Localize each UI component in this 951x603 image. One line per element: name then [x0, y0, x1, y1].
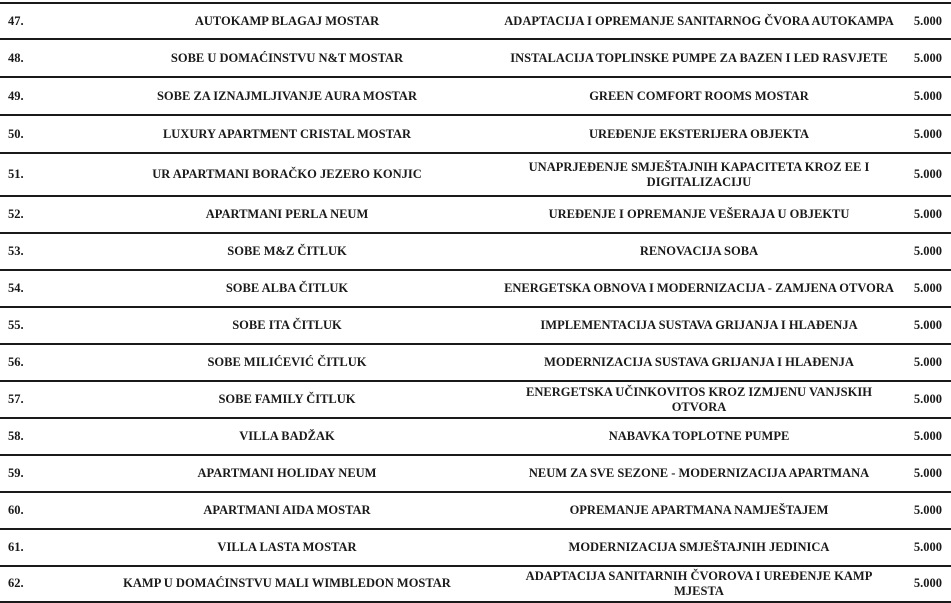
row-number: 54. — [8, 281, 24, 296]
table-row — [0, 529, 951, 566]
applicant-name: SOBE ZA IZNAJMLJIVANJE AURA MOSTAR — [156, 88, 417, 103]
grant-amount: 5.000 — [913, 355, 942, 370]
table-row — [0, 381, 951, 418]
table-row — [0, 196, 951, 233]
row-number: 61. — [8, 540, 24, 555]
grant-amount: 5.000 — [913, 318, 942, 333]
table-row — [0, 270, 951, 307]
grant-amount: 5.000 — [913, 126, 942, 141]
applicant-name: AUTOKAMP BLAGAJ MOSTAR — [194, 13, 380, 28]
grant-amount: 5.000 — [913, 281, 942, 296]
project-title: MODERNIZACIJA SMJEŠTAJNIH JEDINICA — [568, 540, 830, 555]
table-row — [0, 77, 951, 115]
row-number: 52. — [8, 207, 24, 222]
row-number: 50. — [8, 126, 24, 141]
grant-amount: 5.000 — [913, 466, 942, 481]
grant-amount: 5.000 — [913, 503, 942, 518]
grant-amount: 5.000 — [913, 540, 942, 555]
row-number: 49. — [8, 88, 24, 103]
project-title: GREEN COMFORT ROOMS MOSTAR — [589, 88, 809, 103]
applicant-name: SOBE U DOMAĆINSTVU N&T MOSTAR — [170, 50, 404, 65]
project-title: NABAVKA TOPLOTNE PUMPE — [608, 429, 790, 444]
row-number: 59. — [8, 466, 24, 481]
grant-amount: 5.000 — [913, 392, 942, 407]
row-number: 58. — [8, 429, 24, 444]
project-title: ADAPTACIJA I OPREMANJE SANITARNOG ČVORA AUTOKAMPA — [504, 13, 894, 28]
applicant-name: KAMP U DOMAĆINSTVU MALI WIMBLEDON MOSTAR — [123, 576, 451, 591]
grant-amount: 5.000 — [913, 207, 942, 222]
project-title: RENOVACIJA SOBA — [639, 244, 759, 259]
project-title: UREĐENJE EKSTERIJERA OBJEKTA — [589, 126, 809, 141]
grants-table — [0, 2, 951, 603]
applicant-name: VILLA BADŽAK — [239, 429, 335, 444]
project-title: INSTALACIJA TOPLINSKE PUMPE ZA BAZEN I LED RASVJETE — [510, 50, 888, 65]
grants-table-body — [0, 3, 951, 602]
table-row — [0, 153, 951, 196]
project-title: IMPLEMENTACIJA SUSTAVA GRIJANJA I HLAĐENJA — [540, 318, 858, 333]
project-title: ADAPTACIJA SANITARNIH ČVOROVA I UREĐENJE KAMP MJESTA — [525, 569, 873, 598]
grant-amount: 5.000 — [913, 88, 942, 103]
applicant-name: SOBE M&Z ČITLUK — [227, 244, 347, 259]
table-row — [0, 115, 951, 153]
applicant-name: VILLA LASTA MOSTAR — [217, 540, 357, 555]
project-title: NEUM ZA SVE SEZONE - MODERNIZACIJA APARTMANA — [528, 466, 870, 481]
applicant-name: APARTMANI AIDA MOSTAR — [203, 503, 371, 518]
table-row — [0, 455, 951, 492]
applicant-name: LUXURY APARTMENT CRISTAL MOSTAR — [162, 126, 412, 141]
project-title: OPREMANJE APARTMANA NAMJEŠTAJEM — [569, 503, 829, 518]
grant-amount: 5.000 — [913, 13, 942, 28]
project-title: ENERGETSKA OBNOVA I MODERNIZACIJA - ZAMJENA OTVORA — [504, 281, 894, 296]
applicant-name: SOBE MILIĆEVIĆ ČITLUK — [207, 355, 367, 370]
applicant-name: SOBE ALBA ČITLUK — [225, 281, 349, 296]
applicant-name: SOBE ITA ČITLUK — [232, 318, 342, 333]
row-number: 62. — [8, 576, 24, 591]
applicant-name: APARTMANI PERLA NEUM — [205, 207, 369, 222]
table-row — [0, 418, 951, 455]
row-number: 60. — [8, 503, 24, 518]
grant-amount: 5.000 — [913, 50, 942, 65]
row-number: 47. — [8, 13, 24, 28]
project-title: ENERGETSKA UČINKOVITOS KROZ IZMJENU VANJSKIH OTVORA — [526, 384, 872, 414]
table-row — [0, 566, 951, 602]
table-row — [0, 3, 951, 39]
table-row — [0, 344, 951, 381]
grant-amount: 5.000 — [913, 167, 942, 182]
grant-amount: 5.000 — [913, 429, 942, 444]
project-title: UREĐENJE I OPREMANJE VEŠERAJA U OBJEKTU — [548, 207, 850, 222]
table-row — [0, 233, 951, 270]
project-title: UNAPRJEĐENJE SMJEŠTAJNIH KAPACITETA KROZ EE I DIGITALIZACIJU — [528, 159, 870, 189]
row-number: 53. — [8, 244, 24, 259]
applicant-name: APARTMANI HOLIDAY NEUM — [197, 466, 377, 481]
table-row — [0, 492, 951, 529]
table-row — [0, 39, 951, 77]
table-row — [0, 307, 951, 344]
row-number: 55. — [8, 318, 24, 333]
project-title: MODERNIZACIJA SUSTAVA GRIJANJA I HLAĐENJA — [544, 355, 854, 370]
row-number: 48. — [8, 50, 24, 65]
applicant-name: UR APARTMANI BORAČKO JEZERO KONJIC — [152, 167, 422, 182]
row-number: 56. — [8, 355, 24, 370]
row-number: 57. — [8, 392, 24, 407]
grant-amount: 5.000 — [913, 576, 942, 591]
applicant-name: SOBE FAMILY ČITLUK — [218, 392, 356, 407]
row-number: 51. — [8, 167, 24, 182]
grant-amount: 5.000 — [913, 244, 942, 259]
